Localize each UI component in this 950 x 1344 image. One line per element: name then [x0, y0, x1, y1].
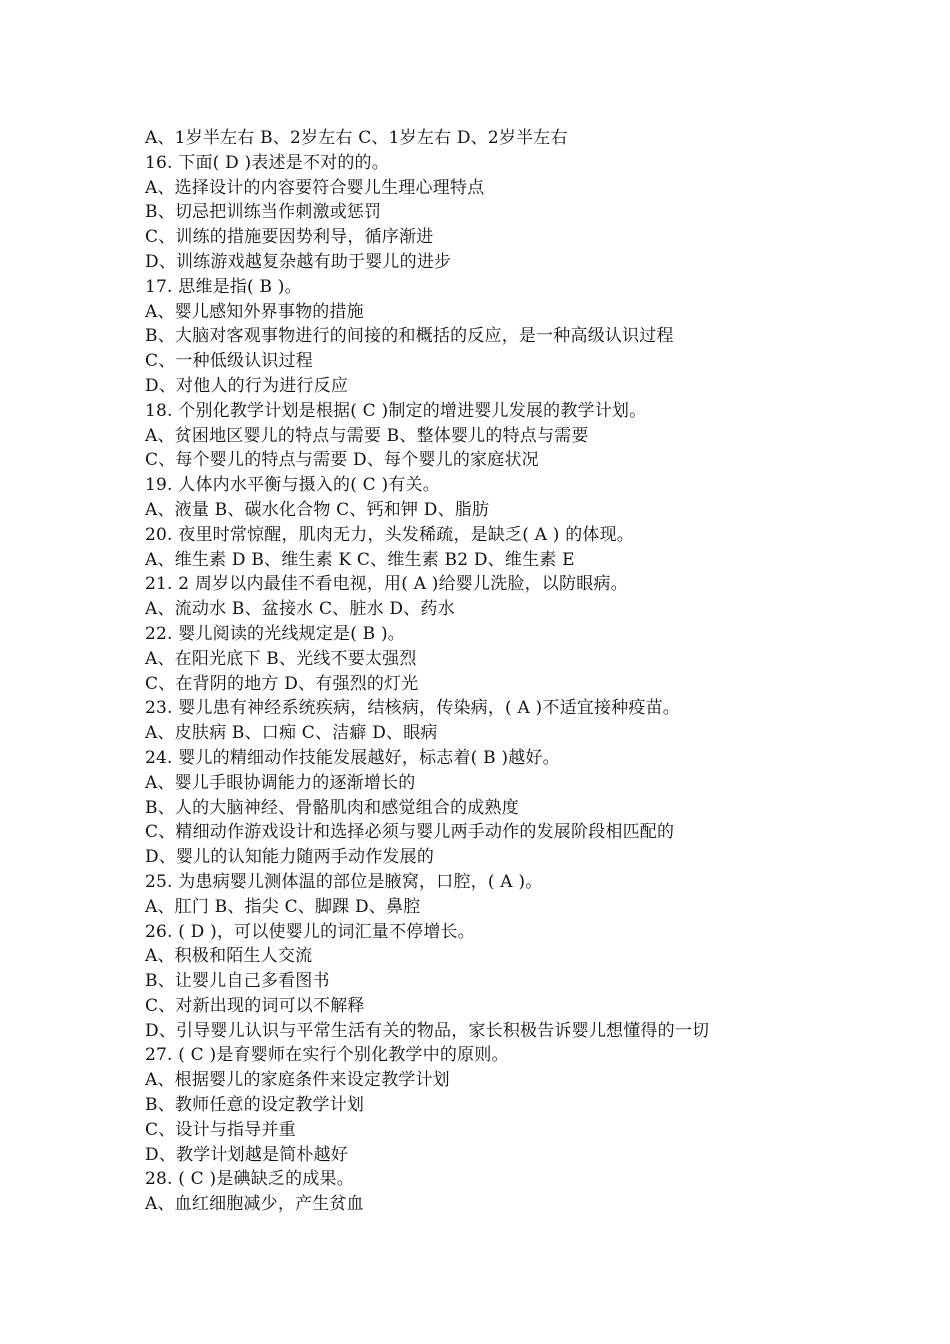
option-line: B、大脑对客观事物进行的间接的和概括的反应，是一种高级认识过程 — [145, 326, 674, 347]
option-line: C、在背阴的地方 D、有强烈的灯光 — [145, 673, 419, 694]
option-line: A、根据婴儿的家庭条件来设定教学计划 — [145, 1070, 450, 1091]
question-line: 20. 夜里时常惊醒，肌肉无力，头发稀疏，是缺乏( A ) 的体现。 — [145, 524, 634, 545]
option-line: B、人的大脑神经、骨骼肌肉和感觉组合的成熟度 — [145, 797, 519, 818]
question-line: 17. 思维是指( B )。 — [145, 276, 302, 297]
option-line: A、积极和陌生人交流 — [145, 946, 313, 967]
option-line: A、流动水 B、盆接水 C、脏水 D、药水 — [145, 599, 455, 620]
option-line: C、一种低级认识过程 — [145, 351, 314, 372]
question-line: 22. 婴儿阅读的光线规定是( B )。 — [145, 623, 406, 644]
question-line: 28. ( C )是碘缺乏的成果。 — [145, 1169, 354, 1190]
question-line: 26. ( D )，可以使婴儿的词汇量不停增长。 — [145, 921, 475, 942]
option-line: A、婴儿手眼协调能力的逐渐增长的 — [145, 772, 416, 793]
question-line: 25. 为患病婴儿测体温的部位是腋窝，口腔，( A )。 — [145, 871, 543, 892]
option-line: C、设计与指导并重 — [145, 1119, 296, 1140]
question-line: 23. 婴儿患有神经系统疾病，结核病，传染病，( A )不适宜接种疫苗。 — [145, 698, 680, 719]
option-line: A、1岁半左右 B、2岁左右 C、1岁左右 D、2岁半左右 — [145, 128, 568, 148]
option-line: A、维生素 D B、维生素 K C、维生素 B2 D、维生素 E — [145, 549, 575, 570]
question-line: 19. 人体内水平衡与摄入的( C )有关。 — [145, 475, 440, 496]
option-line: D、教学计划越是简朴越好 — [145, 1144, 349, 1165]
option-line: D、训练游戏越复杂越有助于婴儿的进步 — [145, 251, 452, 272]
question-line: 24. 婴儿的精细动作技能发展越好，标志着( B )越好。 — [145, 747, 560, 768]
option-line: A、在阳光底下 B、光线不要太强烈 — [145, 648, 417, 669]
option-line: A、婴儿感知外界事物的措施 — [145, 301, 364, 322]
question-line: 18. 个别化教学计划是根据( C )制定的增进婴儿发展的教学计划。 — [145, 400, 647, 421]
option-line: C、精细动作游戏设计和选择必须与婴儿两手动作的发展阶段相匹配的 — [145, 822, 675, 843]
option-line: C、每个婴儿的特点与需要 D、每个婴儿的家庭状况 — [145, 450, 539, 471]
option-line: B、切忌把训练当作刺激或惩罚 — [145, 202, 382, 223]
option-line: A、血红细胞减少，产生贫血 — [145, 1194, 364, 1215]
option-line: D、引导婴儿认识与平常生活有关的物品，家长积极告诉婴儿想懂得的一切 — [145, 1020, 710, 1041]
option-line: B、让婴儿自己多看图书 — [145, 971, 330, 992]
option-line: A、贫困地区婴儿的特点与需要 B、整体婴儿的特点与需要 — [145, 425, 589, 446]
option-line: B、教师任意的设定教学计划 — [145, 1095, 365, 1116]
question-line: 16. 下面( D )表述是不对的的。 — [145, 152, 389, 173]
option-line: D、婴儿的认知能力随两手动作发展的 — [145, 847, 435, 868]
option-line: C、训练的措施要因势利导，循序渐进 — [145, 227, 434, 248]
option-line: A、选择设计的内容要符合婴儿生理心理特点 — [145, 177, 485, 198]
option-line: A、皮肤病 B、口痴 C、洁癖 D、眼病 — [145, 723, 438, 744]
option-line: A、肛门 B、指尖 C、脚踝 D、鼻腔 — [145, 896, 421, 917]
option-line: D、对他人的行为进行反应 — [145, 375, 349, 396]
document-body — [145, 126, 905, 1217]
option-line: A、液量 B、碳水化合物 C、钙和钾 D、脂肪 — [145, 499, 490, 520]
question-line: 27. ( C )是育婴师在实行个别化教学中的原则。 — [145, 1045, 509, 1066]
question-line: 21. 2 周岁以内最佳不看电视，用( A )给婴儿洗脸，以防眼病。 — [145, 574, 628, 595]
option-line: C、对新出现的词可以不解释 — [145, 995, 365, 1016]
